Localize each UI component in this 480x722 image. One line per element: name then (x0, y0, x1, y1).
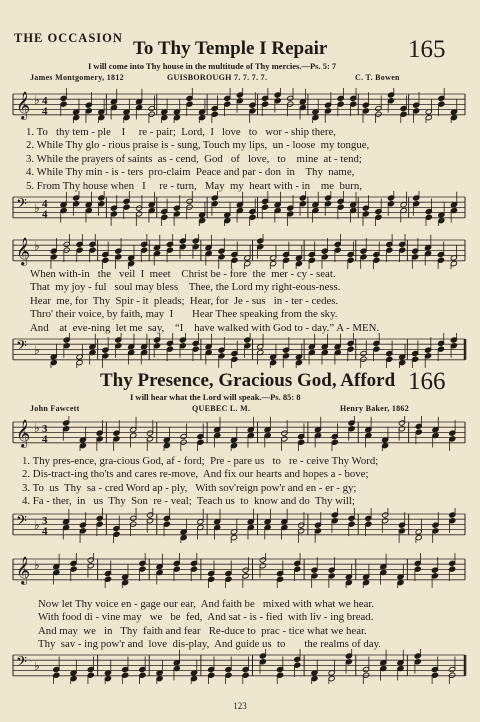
verse-line: 1. To thy tem - ple I re - pair; Lord, I love to wor - ship there, (26, 126, 336, 138)
verse-line: 3. To us Thy sa - cred Word ap - ply, With sov'reign pow'r and en - er - gy; (22, 481, 357, 494)
treble-clef-icon: 𝄞 (16, 91, 31, 119)
hymn-165-title: To Thy Temple I Repair (133, 38, 328, 59)
hymn-165-system2-verses (30, 268, 379, 335)
hymn-166-system2-verses (38, 598, 381, 652)
flat-icon: ♭ (34, 201, 40, 215)
hymn-165-system1-treble-staff (10, 88, 472, 123)
verse-line: When with-in the veil I meet Christ be - fore the mer - cy - seat. (30, 268, 336, 280)
time-signature: 4 (42, 525, 48, 538)
flat-icon: ♭ (34, 518, 40, 532)
hymn-166-system1-bass-staff (10, 508, 472, 543)
bass-clef-icon: 𝄢 (16, 338, 27, 358)
hymn-166-number: 166 (408, 368, 446, 395)
flat-icon: ♭ (34, 343, 40, 357)
hymn-166-epigraph: I will hear what the Lord will speak.—Ps. 85: 8 (130, 392, 301, 402)
time-signature: 3 (42, 515, 48, 527)
hymn-166-composer: Henry Baker, 1862 (340, 404, 410, 413)
hymn-165-system2-treble-staff (10, 234, 472, 269)
hymn-165-number: 165 (408, 36, 446, 63)
verse-line: 2. While Thy glo - rious praise is - sung, Touch my lips, un - loose my tongue, (26, 139, 370, 152)
hymn-166-tune: QUEBEC L. M. (192, 404, 251, 413)
verse-line: Now let Thy voice en - gage our ear, And faith be mixed with what we hear. (38, 598, 375, 610)
hymn-166-system2-bass-staff (10, 649, 472, 684)
hymn-165-system1-bass-staff (10, 191, 472, 226)
bass-clef-icon: 𝄢 (16, 654, 27, 674)
flat-icon: ♭ (34, 558, 40, 572)
flat-icon: ♭ (34, 659, 40, 673)
bass-clef-icon: 𝄢 (16, 196, 27, 216)
verse-line: Thro' their voice, by faith, may I Hear Thee speaking from the sky. (30, 308, 338, 321)
hymn-165-epigraph: I will come into Thy house in the multitude of Thy mercies.—Ps. 5: 7 (88, 61, 337, 71)
hymn-166-title: Thy Presence, Gracious God, Afford (100, 370, 396, 391)
verse-line: With food di - vine may we be fed, And sat - is - fied with liv - ing bread. (38, 611, 374, 624)
treble-clef-icon: 𝄞 (16, 419, 31, 447)
time-signature: 4 (42, 208, 48, 221)
verse-line: 3. While the prayers of saints as - cend, God of love, to mine at - tend; (26, 152, 362, 165)
verse-line: 4. Fa - ther, in us Thy Son re - veal; Teach us to know and do Thy will; (22, 495, 355, 508)
hymn-165-system2-bass-staff (10, 333, 472, 368)
treble-clef-icon: 𝄞 (16, 237, 31, 265)
verse-line: And may we in Thy faith and fear Re-duce to prac - tice what we hear. (38, 624, 367, 637)
verse-line: 2. Dis-tract-ing tho'ts and cares re-move, And fix our hearts and hopes a - bove; (22, 468, 369, 481)
hymn-165-author: James Montgomery, 1812 (30, 73, 124, 82)
hymn-165-composer: C. T. Bowen (355, 73, 400, 82)
flat-icon: ♭ (34, 239, 40, 253)
time-signature: 4 (42, 105, 48, 118)
treble-clef-icon: 𝄞 (16, 556, 31, 584)
hymn-165-tune: GUISBOROUGH 7. 7. 7. 7. (167, 73, 268, 82)
hymn-166-author: John Fawcett (30, 404, 80, 413)
verse-line: Hear me, for Thy Spir - it pleads; Hear, for Je - sus in - ter - cedes. (30, 294, 339, 307)
verse-line: 4. While Thy min - is - ters pro-claim Peace and par - don in Thy name, (26, 166, 355, 179)
hymn-165-system1-verses (26, 126, 369, 193)
time-signature: 3 (42, 423, 48, 435)
flat-icon: ♭ (34, 93, 40, 107)
page-number: 123 (233, 701, 247, 711)
section-heading: THE OCCASION (14, 31, 123, 45)
verse-line: That my joy - ful soul may bless Thee, the Lord my right-eous-ness. (30, 281, 341, 294)
hymn-166-system1-verses (22, 455, 378, 509)
time-signature: 4 (42, 433, 48, 446)
hymn-166-system2-treble-staff (10, 553, 472, 588)
hymn-166-system1-treble-staff (10, 416, 472, 451)
flat-icon: ♭ (34, 421, 40, 435)
time-signature: 4 (42, 95, 48, 107)
verse-line: 1. Thy pres-ence, gra-cious God, af - ford; Pre - pare us to re - ceive Thy Word; (22, 455, 379, 467)
time-signature: 4 (42, 198, 48, 210)
verse-line: And at eve-ning let me say, “I have walked with God to - day.” A - MEN. (30, 321, 380, 334)
bass-clef-icon: 𝄢 (16, 513, 27, 533)
verse-line: Thy sav - ing pow'r and love dis-play, And guide us to the realms of day. (38, 638, 381, 651)
verse-line: 5. From Thy house when I re - turn, May my heart with - in me burn, (26, 179, 362, 192)
